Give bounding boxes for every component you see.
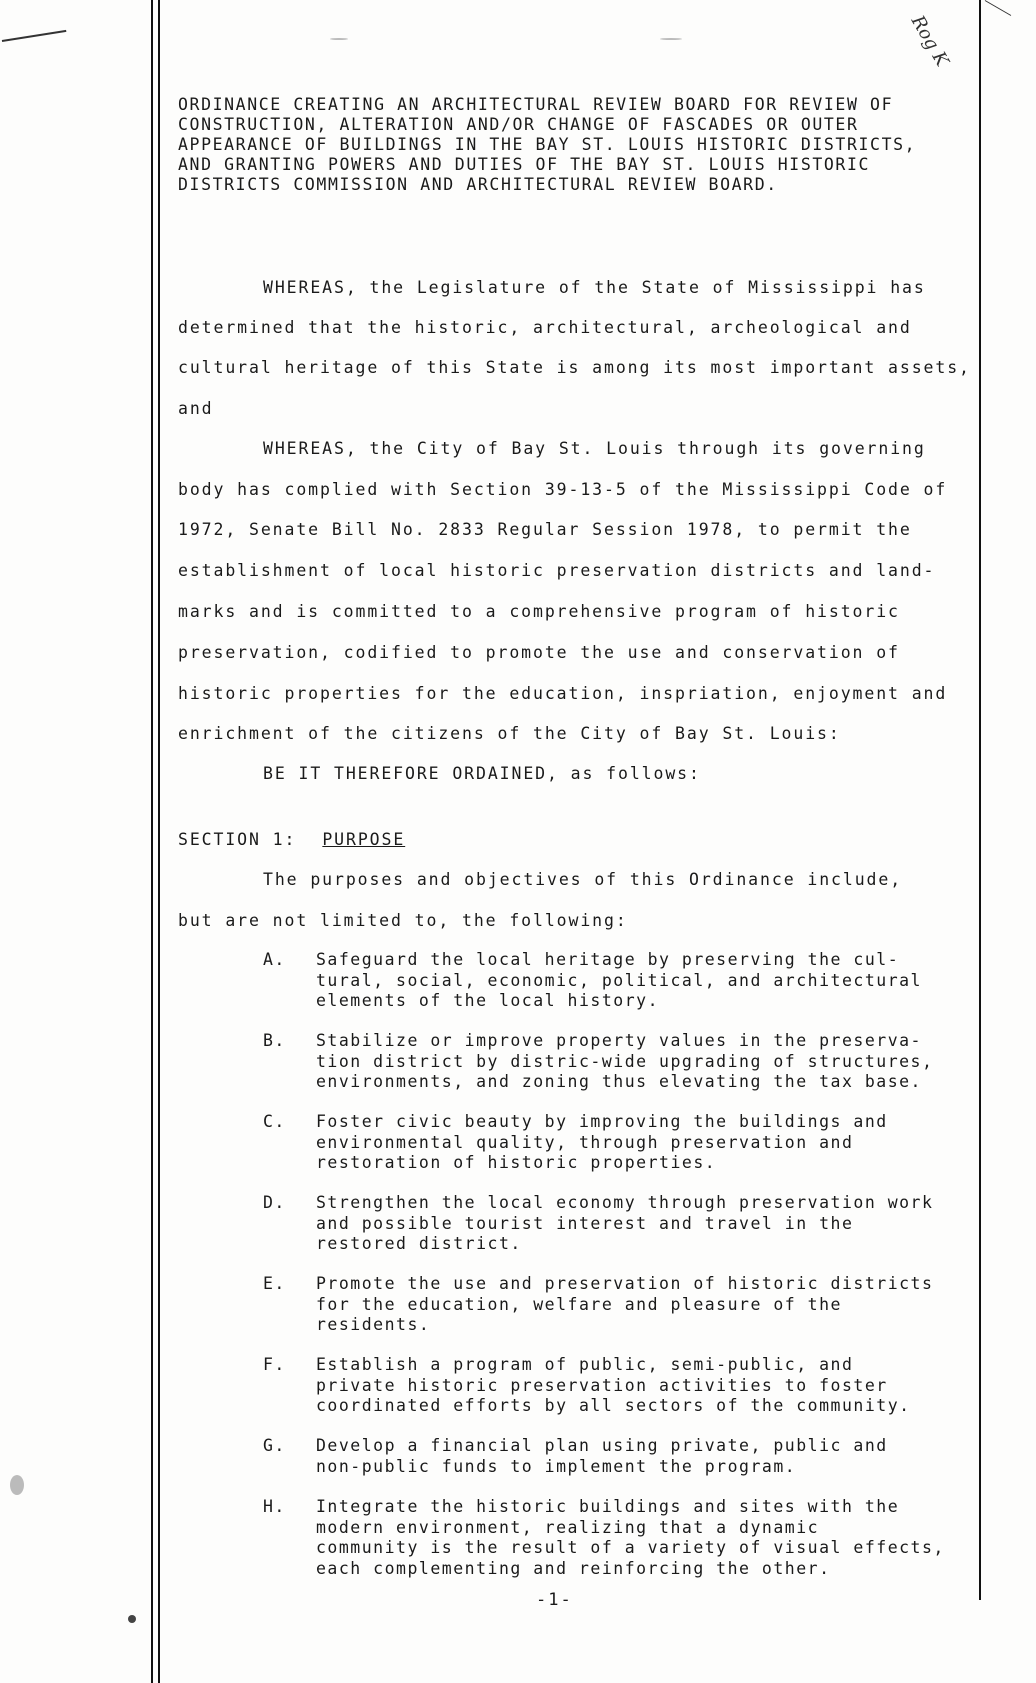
item-line: Safeguard the local heritage by preserving the cul-	[316, 950, 900, 969]
item-line: modern environment, realizing that a dynamic	[316, 1517, 820, 1537]
whereas-1-line: cultural heritage of this State is among its most important assets,	[178, 358, 971, 377]
margin-rule-left-inner	[158, 0, 160, 1683]
item-line: tural, social, economic, political, and architectural	[316, 970, 922, 990]
item-line: Stabilize or improve property values in the preserva-	[316, 1031, 922, 1050]
whereas-2-line: 1972, Senate Bill No. 2833 Regular Session 1978, to permit the	[178, 520, 912, 539]
section-intro-line: but are not limited to, the following:	[178, 911, 628, 930]
item-line: elements of the local history.	[316, 991, 660, 1010]
whereas-1-line: WHEREAS, the Legislature of the State of Mississippi has	[263, 278, 926, 297]
ordained-clause: BE IT THEREFORE ORDAINED, as follows:	[263, 764, 701, 783]
whereas-1-line: and	[178, 399, 214, 418]
item-line: tion district by distric-wide upgrading of structures,	[316, 1051, 934, 1071]
title-line: APPEARANCE OF BUILDINGS IN THE BAY ST. LOUIS HISTORIC DISTRICTS,	[178, 135, 917, 154]
ordinance-title	[178, 95, 978, 195]
whereas-2-line: WHEREAS, the City of Bay St. Louis through its governing	[263, 439, 926, 458]
scan-speck	[660, 38, 682, 40]
item-line: community is the result of a variety of visual effects,	[316, 1538, 945, 1557]
handwritten-margin-note: Rog K	[906, 12, 953, 71]
title-line: DISTRICTS COMMISSION AND ARCHITECTURAL REVIEW BOARD.	[178, 175, 778, 194]
item-line: Establish a program of public, semi-public, and	[316, 1355, 854, 1374]
item-letter: C.	[263, 1112, 286, 1131]
item-letter: A.	[263, 950, 286, 969]
item-line: Promote the use and preservation of historic districts	[316, 1274, 934, 1293]
margin-rule-right	[979, 0, 981, 1600]
whereas-2-line: historic properties for the education, inspriation, enjoyment and	[178, 684, 948, 703]
item-line: restored district.	[316, 1234, 522, 1253]
item-letter: F.	[263, 1355, 286, 1374]
item-line: and possible tourist interest and travel in the	[316, 1213, 854, 1233]
scan-speck	[128, 1615, 136, 1623]
item-line: Strengthen the local economy through preservation work	[316, 1193, 934, 1212]
item-line: for the education, welfare and pleasure of the	[316, 1294, 842, 1314]
scan-scratch	[2, 30, 67, 42]
item-letter: G.	[263, 1436, 286, 1455]
item-letter: E.	[263, 1274, 286, 1293]
whereas-2-line: establishment of local historic preservation districts and land-	[178, 561, 936, 580]
item-letter: D.	[263, 1193, 286, 1212]
item-line: each complementing and reinforcing the other.	[316, 1558, 831, 1578]
item-line: coordinated efforts by all sectors of the community.	[316, 1396, 911, 1415]
whereas-1-line: determined that the historic, architectural, archeological and	[178, 318, 912, 337]
item-line: Develop a financial plan using private, public and	[316, 1436, 888, 1455]
title-line: ORDINANCE CREATING AN ARCHITECTURAL REVIEW BOARD FOR REVIEW OF	[178, 95, 894, 114]
item-line: environmental quality, through preservation and	[316, 1132, 854, 1152]
item-line: environments, and zoning thus elevating the tax base.	[316, 1072, 922, 1091]
item-line: residents.	[316, 1315, 431, 1334]
whereas-2-line: marks and is committed to a comprehensive program of historic	[178, 602, 900, 621]
item-line: Foster civic beauty by improving the buildings and	[316, 1112, 888, 1131]
whereas-2-line: body has complied with Section 39-13-5 of the Mississippi Code of	[178, 480, 948, 499]
page-number: -1-	[536, 1590, 573, 1610]
scan-speck	[330, 38, 348, 40]
section-intro-line: The purposes and objectives of this Ordinance include,	[263, 870, 903, 889]
margin-rule-left-outer	[151, 0, 153, 1683]
item-line: private historic preservation activities to foster	[316, 1375, 888, 1395]
whereas-2-line: enrichment of the citizens of the City of Bay St. Louis:	[178, 724, 841, 743]
section-title: PURPOSE	[322, 830, 406, 849]
title-line: AND GRANTING POWERS AND DUTIES OF THE BAY ST. LOUIS HISTORIC	[178, 155, 871, 174]
scan-speck	[10, 1475, 24, 1495]
item-line: non-public funds to implement the program.	[316, 1456, 797, 1476]
item-line: restoration of historic properties.	[316, 1153, 717, 1172]
item-line: Integrate the historic buildings and sites with the	[316, 1497, 900, 1516]
whereas-2-line: preservation, codified to promote the use and conservation of	[178, 643, 900, 662]
section-heading	[178, 830, 405, 849]
section-label: SECTION 1:	[178, 830, 297, 849]
item-letter: H.	[263, 1497, 286, 1516]
title-line: CONSTRUCTION, ALTERATION AND/OR CHANGE OF FASCADES OR OUTER	[178, 115, 859, 134]
item-letter: B.	[263, 1031, 286, 1050]
scan-scratch	[985, 0, 1011, 16]
